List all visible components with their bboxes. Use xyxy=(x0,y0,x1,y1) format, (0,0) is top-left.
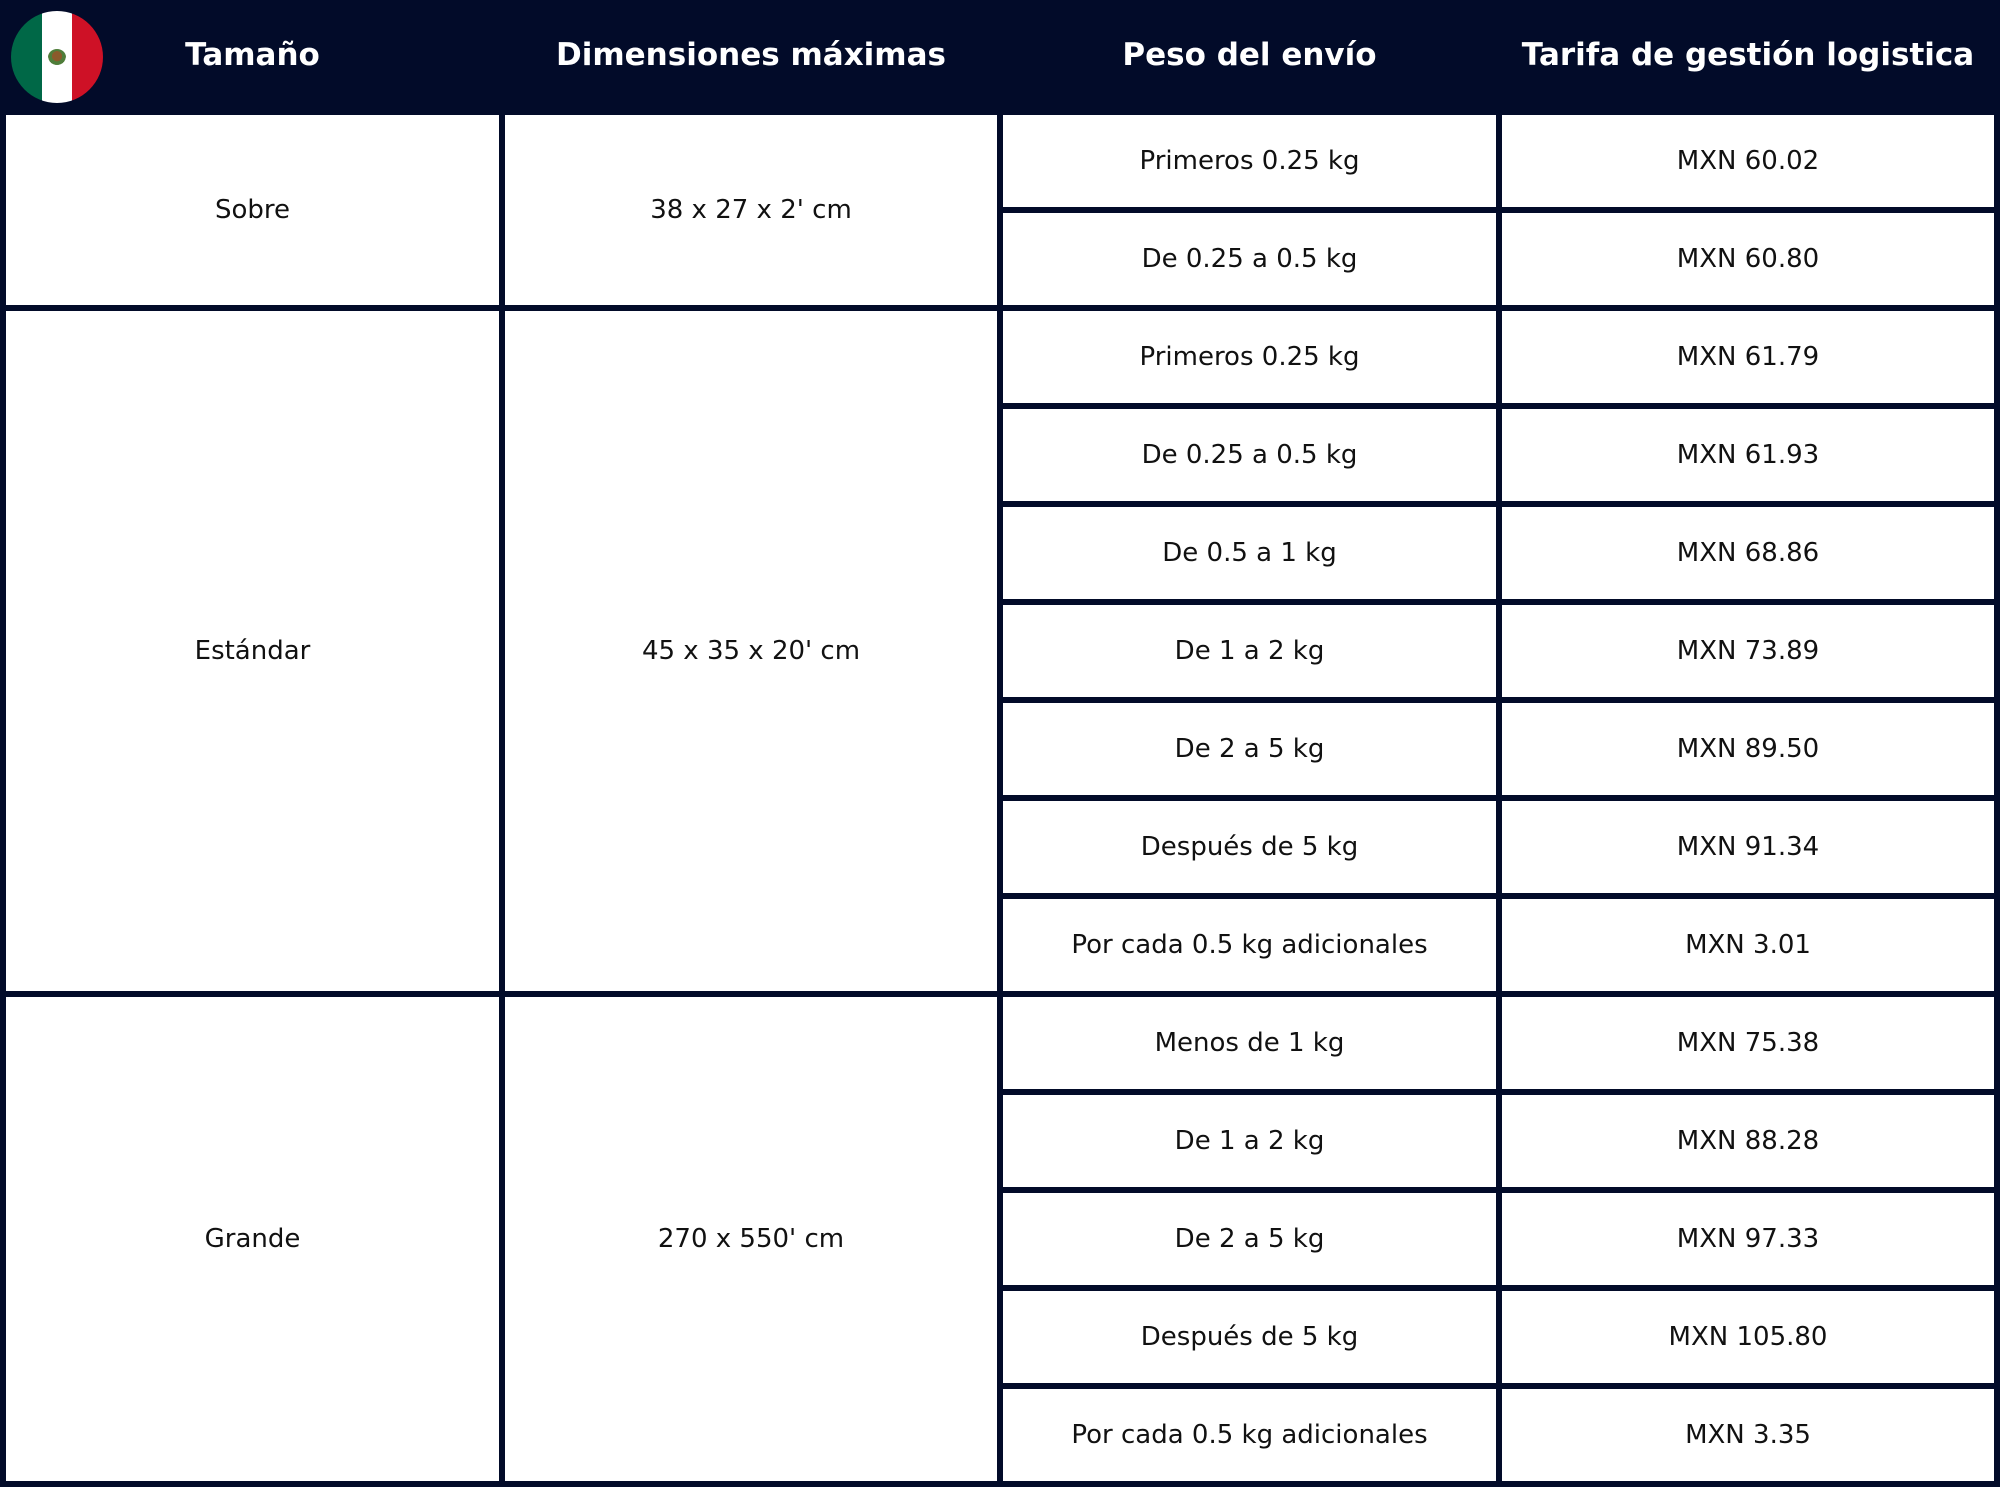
fee-cell: MXN 88.28 xyxy=(1502,1095,1994,1187)
fee-cell: MXN 61.93 xyxy=(1502,409,1994,501)
fee-cell: MXN 60.02 xyxy=(1502,115,1994,207)
header-max-dimensions: Dimensiones máximas xyxy=(556,37,946,73)
header-size: Tamaño xyxy=(185,37,320,73)
fee-cell: MXN 61.79 xyxy=(1502,311,1994,403)
fee-cell: MXN 73.89 xyxy=(1502,605,1994,697)
fee-cell: MXN 3.01 xyxy=(1502,899,1994,991)
dimensions-cell: 270 x 550' cm xyxy=(505,997,997,1481)
fee-cell: MXN 91.34 xyxy=(1502,801,1994,893)
weight-cell: De 0.25 a 0.5 kg xyxy=(1003,409,1496,501)
weight-cell: Por cada 0.5 kg adicionales xyxy=(1003,1389,1496,1481)
weight-cell: Después de 5 kg xyxy=(1003,801,1496,893)
header-shipment-weight: Peso del envío xyxy=(1122,37,1377,73)
weight-cell: Por cada 0.5 kg adicionales xyxy=(1003,899,1496,991)
fee-cell: MXN 105.80 xyxy=(1502,1291,1994,1383)
fee-cell: MXN 89.50 xyxy=(1502,703,1994,795)
size-cell: Estándar xyxy=(6,311,499,991)
weight-cell: Primeros 0.25 kg xyxy=(1003,115,1496,207)
weight-cell: De 2 a 5 kg xyxy=(1003,1193,1496,1285)
fee-cell: MXN 68.86 xyxy=(1502,507,1994,599)
header-logistics-fee: Tarifa de gestión logistica xyxy=(1521,37,1975,73)
fee-cell: MXN 60.80 xyxy=(1502,213,1994,305)
weight-cell: Después de 5 kg xyxy=(1003,1291,1496,1383)
table-header xyxy=(0,0,2000,110)
dimensions-cell: 45 x 35 x 20' cm xyxy=(505,311,997,991)
weight-cell: De 1 a 2 kg xyxy=(1003,1095,1496,1187)
weight-cell: Menos de 1 kg xyxy=(1003,997,1496,1089)
dimensions-cell: 38 x 27 x 2' cm xyxy=(505,115,997,305)
weight-cell: Primeros 0.25 kg xyxy=(1003,311,1496,403)
weight-cell: De 1 a 2 kg xyxy=(1003,605,1496,697)
fee-cell: MXN 97.33 xyxy=(1502,1193,1994,1285)
weight-cell: De 0.5 a 1 kg xyxy=(1003,507,1496,599)
size-cell: Grande xyxy=(6,997,499,1481)
fee-cell: MXN 75.38 xyxy=(1502,997,1994,1089)
weight-cell: De 0.25 a 0.5 kg xyxy=(1003,213,1496,305)
weight-cell: De 2 a 5 kg xyxy=(1003,703,1496,795)
size-cell: Sobre xyxy=(6,115,499,305)
fee-cell: MXN 3.35 xyxy=(1502,1389,1994,1481)
